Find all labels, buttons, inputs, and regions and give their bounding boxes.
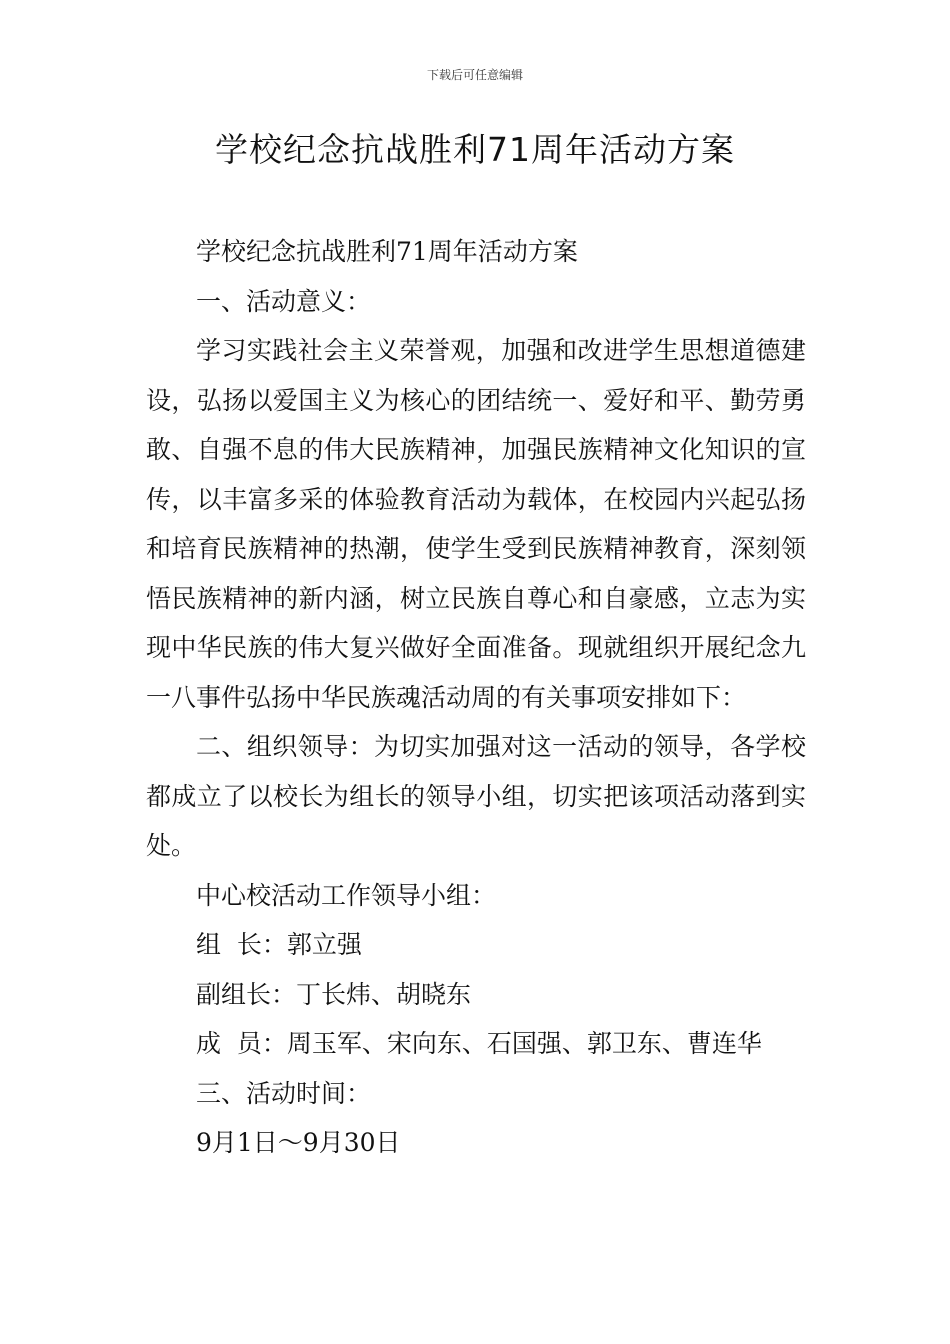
paragraph-group-members: 成 员：周玉军、宋向东、石国强、郭卫东、曹连华 [196,1029,762,1058]
paragraph-group-deputy: 副组长：丁长炜、胡晓东 [196,979,472,1009]
document-body [146,227,806,1168]
paragraph-section-3-heading: 三、活动时间： [196,1078,372,1108]
paragraph-subtitle: 学校纪念抗战胜利71周年活动方案 [196,237,578,266]
paragraph-section-2: 二、组织领导：为切实加强对这一活动的领导，各学校都成立了以校长为组长的领导小组，切实把该项活动落到实处。 [146,732,806,860]
header-note: 下载后可任意编辑 [426,68,523,82]
paragraph-group-heading: 中心校活动工作领导小组： [196,880,497,910]
paragraph-section-1-heading: 一、活动意义： [196,286,372,316]
document-title: 学校纪念抗战胜利71周年活动方案 [215,130,735,169]
paragraph-section-3-dates: 9月1日～9月30日 [196,1128,401,1157]
paragraph-group-leader: 组 长：郭立强 [196,930,362,959]
paragraph-section-1-body: 学习实践社会主义荣誉观，加强和改进学生思想道德建设，弘扬以爱国主义为核心的团结统一、爱好和平、勤劳勇敢、自强不息的伟大民族精神，加强民族精神文化知识的宣传，以丰富多采的体验教育活动为载体，在校园内兴起弘扬和培育民族精神的热潮，使学生受到民族精神教育，深刻领悟民族精神的新内涵，树立民族自尊心和自豪感，立志为实现中华民族的伟大复兴做好全面准备。现就组织开展纪念九一八事件弘扬中华民族魂活动周的有关事项安排如下： [146,336,806,712]
